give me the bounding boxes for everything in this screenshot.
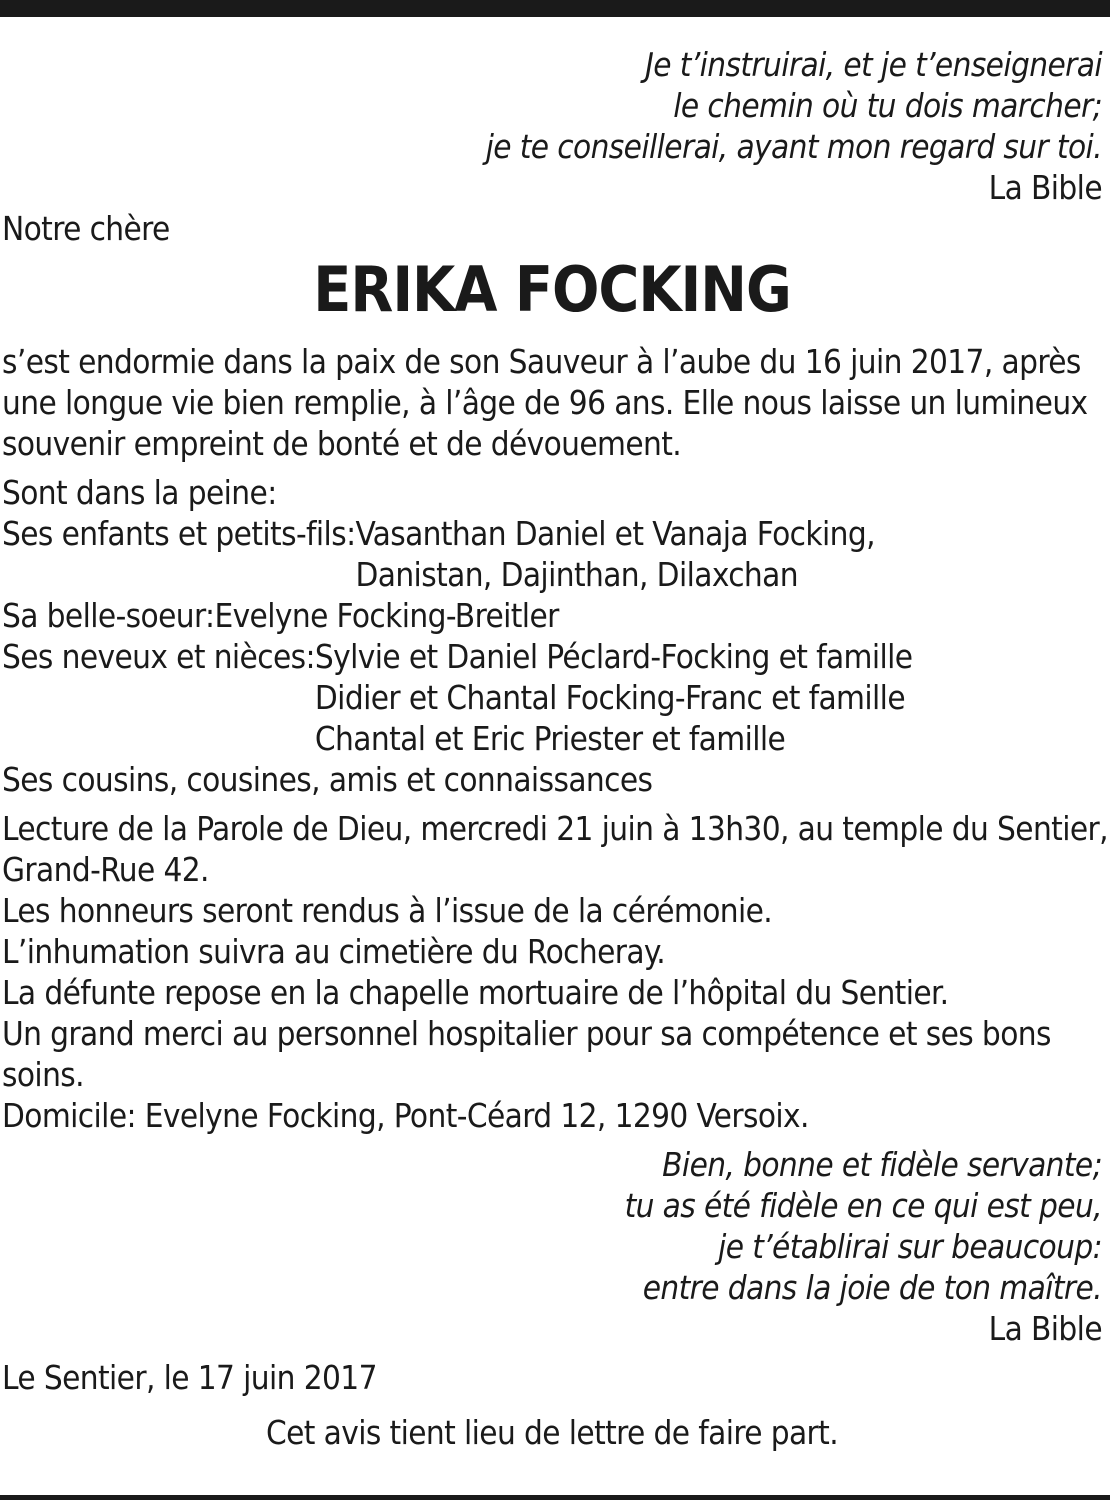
obituary-notice [2, 44, 1108, 1453]
children-label: Ses enfants et petits-fils: [2, 514, 356, 553]
nephews-row [2, 636, 1102, 759]
other-mourners: Ses cousins, cousines, amis et connaissances [2, 760, 653, 799]
closing-verse-line: je t’établirai sur beaucoup: [718, 1227, 1102, 1266]
nephews-value: Didier et Chantal Focking-Franc et famille [314, 678, 905, 717]
closing-verse-source: La Bible [988, 1309, 1102, 1348]
epigraph-verse [2, 44, 1102, 208]
sister-in-law-row [2, 595, 1102, 636]
closing-verse-line: tu as été fidèle en ce qui est peu, [624, 1186, 1102, 1225]
epigraph-line: je te conseillerai, ayant mon regard sur toi. [485, 127, 1102, 166]
closing-verse-line: Bien, bonne et fidèle servante; [662, 1145, 1102, 1184]
place-and-date: Le Sentier, le 17 juin 2017 [2, 1358, 377, 1397]
ceremony-line: Les honneurs seront rendus à l’issue de la cérémonie. [2, 891, 773, 930]
nephews-label: Ses neveux et nièces: [2, 637, 315, 676]
mourners-heading: Sont dans la peine: [2, 473, 277, 512]
sister-in-law-values [214, 595, 558, 636]
announcement-line: souvenir empreint de bonté et de dévouement. [2, 424, 682, 463]
announcement-line: une longue vie bien remplie, à l’âge de 96 ans. Elle nous laisse un lumineux [2, 383, 1088, 422]
ceremony-line: La défunte repose en la chapelle mortuaire de l’hôpital du Sentier. [2, 973, 949, 1012]
epigraph-line: Je t’instruirai, et je t’enseignerai [645, 45, 1102, 84]
nephews-value: Chantal et Eric Priester et famille [314, 719, 786, 758]
ceremony-details [2, 808, 1108, 1136]
announcement-line: s’est endormie dans la paix de son Sauveur à l’aube du 16 juin 2017, après [2, 342, 1081, 381]
closing-verse [2, 1144, 1102, 1349]
ceremony-line: L’inhumation suivra au cimetière du Rocheray. [2, 932, 666, 971]
sister-in-law-label: Sa belle-soeur: [2, 596, 215, 635]
children-values [355, 513, 874, 595]
ceremony-line: soins. [2, 1055, 84, 1094]
mourners-section [2, 472, 1102, 800]
epigraph-line: le chemin où tu dois marcher; [673, 86, 1102, 125]
bottom-border-rule [0, 1495, 1110, 1500]
children-row [2, 513, 1102, 595]
ceremony-line: Grand-Rue 42. [2, 850, 209, 889]
ceremony-line: Lecture de la Parole de Dieu, mercredi 21 juin à 13h30, au temple du Sentier, [2, 809, 1108, 848]
epigraph-source: La Bible [988, 168, 1102, 207]
announcement-paragraph [2, 341, 1102, 464]
closing-verse-line: entre dans la joie de ton maître. [642, 1268, 1102, 1307]
children-value: Vasanthan Daniel et Vanaja Focking, [355, 514, 875, 553]
sister-in-law-value: Evelyne Focking-Breitler [214, 596, 559, 635]
deceased-name: ERIKA FOCKING [313, 253, 791, 326]
nephews-value: Sylvie et Daniel Péclard-Focking et famille [314, 637, 913, 676]
ceremony-line: Un grand merci au personnel hospitalier pour sa compétence et ses bons [2, 1014, 1051, 1053]
children-value: Danistan, Dajinthan, Dilaxchan [355, 555, 798, 594]
footer-note: Cet avis tient lieu de lettre de faire part. [265, 1413, 839, 1452]
top-border-rule [0, 0, 1110, 17]
ceremony-line: Domicile: Evelyne Focking, Pont-Céard 12, 1290 Versoix. [2, 1096, 809, 1135]
salutation: Notre chère [2, 209, 170, 248]
nephews-values [315, 636, 913, 759]
